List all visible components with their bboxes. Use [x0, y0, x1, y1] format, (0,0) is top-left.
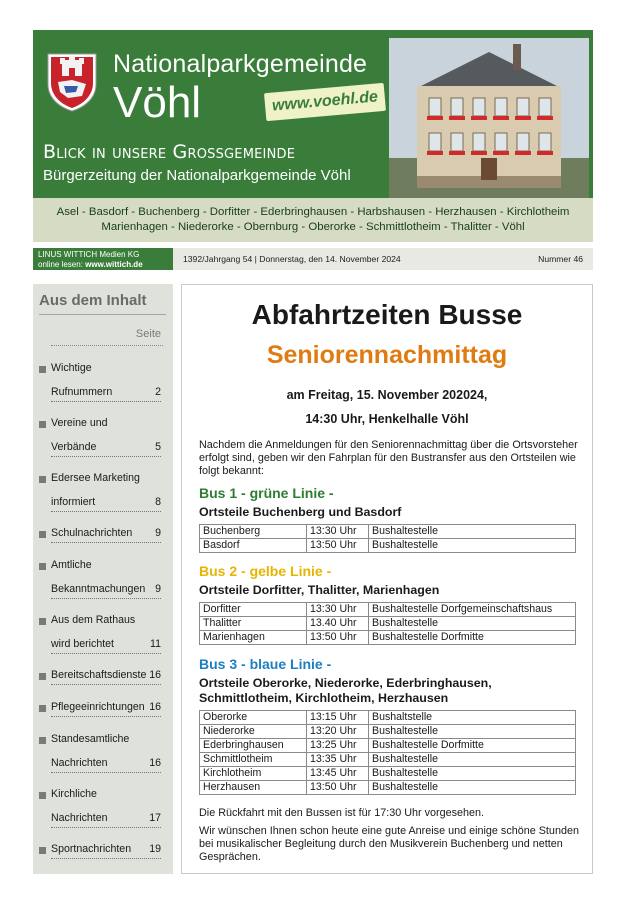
- stop-time: 13:15 Uhr: [307, 711, 369, 725]
- bullet-square-icon: [39, 847, 46, 854]
- bus-3-route: Ortsteile Oberorke, Niederorke, Ederbringhausen, Schmittlotheim, Kirchlotheim, Herzhausen: [199, 676, 492, 705]
- stop-name: Kirchlotheim: [200, 767, 307, 781]
- table-row: [200, 725, 576, 739]
- masthead: [33, 30, 593, 210]
- bus-2-schedule-table: [199, 602, 576, 645]
- toc-page-label: Seite: [135, 328, 161, 340]
- online-url-link[interactable]: www.wittich.de: [85, 260, 143, 269]
- return-note: Die Rückfahrt mit den Bussen ist für 17:30 Uhr vorgesehen.: [199, 807, 485, 819]
- toc-item-line2: informiert: [51, 496, 161, 512]
- toc-item-line1: Edersee Marketing: [51, 472, 140, 484]
- town-hall-photo: [389, 38, 589, 206]
- toc-item-page: 16: [149, 757, 161, 769]
- table-row: [200, 631, 576, 645]
- brand-title: Nationalparkgemeinde: [113, 50, 368, 78]
- stop-location: Bushaltestelle Dorfmitte: [369, 739, 576, 753]
- stop-time: 13:25 Uhr: [307, 739, 369, 753]
- toc-item-line2: Nachrichten: [51, 757, 161, 773]
- table-row: [200, 711, 576, 725]
- stop-time: 13:50 Uhr: [307, 781, 369, 795]
- issue-number: Nummer 46: [538, 254, 583, 264]
- stop-name: Thalitter: [200, 617, 307, 631]
- stop-time: 13:30 Uhr: [307, 525, 369, 539]
- stop-time: 13:45 Uhr: [307, 767, 369, 781]
- table-row: [200, 617, 576, 631]
- toc-item-line2: Verbände: [51, 441, 161, 457]
- stop-location: Bushaltestelle: [369, 753, 576, 767]
- stop-time: 13:50 Uhr: [307, 539, 369, 553]
- stop-time: 13:35 Uhr: [307, 753, 369, 767]
- bus-2-title: Bus 2 - gelbe Linie -: [199, 563, 332, 579]
- toc-item-page: 9: [155, 527, 161, 539]
- issue-strip: [173, 248, 593, 270]
- article-title: Abfahrtzeiten Busse: [251, 299, 523, 330]
- stop-name: Oberorke: [200, 711, 307, 725]
- stop-location: Bushaltstelle: [369, 711, 576, 725]
- village-list-line1: Asel - Basdorf - Buchenberg - Dorfitter - Ederbringhausen - Harbshausen - Herzhausen - Kirchlotheim: [56, 206, 570, 218]
- toc-item-line2: Schulnachrichten: [51, 527, 161, 543]
- village-list-line2: Marienhagen - Niederorke - Obernburg - Oberorke - Schmittlotheim - Thalitter - Vöhl: [101, 221, 525, 233]
- toc-item-line2: Sportnachrichten: [51, 843, 161, 859]
- table-row: [200, 753, 576, 767]
- stop-name: Niederorke: [200, 725, 307, 739]
- website-badge[interactable]: www.voehl.de: [264, 83, 386, 121]
- stop-location: Bushaltestelle: [369, 725, 576, 739]
- online-label: online lesen:: [38, 260, 83, 269]
- stop-location: Bushaltestelle: [369, 781, 576, 795]
- bus-1-route: Ortsteile Buchenberg und Basdorf: [199, 505, 402, 519]
- toc-page-divider: [51, 345, 163, 346]
- bullet-square-icon: [39, 421, 46, 428]
- toc-item-page: 9: [155, 583, 161, 595]
- table-row: [200, 781, 576, 795]
- bullet-square-icon: [39, 673, 46, 680]
- bullet-square-icon: [39, 563, 46, 570]
- event-time-place: 14:30 Uhr, Henkelhalle Vöhl: [305, 412, 469, 426]
- toc-item-page: 8: [155, 496, 161, 508]
- stop-time: 13.40 Uhr: [307, 617, 369, 631]
- article-intro: Nachdem die Anmeldungen für den Seniorennachmittag über die Ortsvorsteher erfolgt sind, geben wir den Fahrplan für den Bustransfer aus den Ortsteilen wie folgt bekannt:: [199, 439, 578, 477]
- bus-3-title: Bus 3 - blaue Linie -: [199, 656, 332, 672]
- publisher-box: [33, 248, 173, 270]
- toc-title: Aus dem Inhalt: [39, 292, 147, 309]
- toc-item-line2: Bekanntmachungen: [51, 583, 161, 599]
- stop-name: Marienhagen: [200, 631, 307, 645]
- toc-item-page: 5: [155, 441, 161, 453]
- toc-divider: [39, 314, 166, 315]
- toc-item-line1: Wichtige: [51, 362, 92, 374]
- toc-item-page: 16: [149, 669, 161, 681]
- bullet-square-icon: [39, 366, 46, 373]
- table-row: [200, 739, 576, 753]
- event-date: am Freitag, 15. November 202024,: [286, 388, 488, 402]
- stop-location: Bushaltestelle Dorfmitte: [369, 631, 576, 645]
- toc-item-line2: Bereitschaftsdienste: [51, 669, 161, 685]
- toc-item-line1: Aus dem Rathaus: [51, 614, 136, 626]
- stop-name: Basdorf: [200, 539, 307, 553]
- table-row: [200, 767, 576, 781]
- toc-item-line1: Vereine und: [51, 417, 108, 429]
- brand-town: Vöhl: [113, 78, 202, 127]
- stop-location: Bushaltestelle: [369, 539, 576, 553]
- masthead-subheading: Bürgerzeitung der Nationalparkgemeinde Vöhl: [43, 167, 351, 184]
- bullet-square-icon: [39, 531, 46, 538]
- toc-item-line1: Kirchliche: [51, 788, 97, 800]
- toc-item-page: 19: [149, 843, 161, 855]
- bus-3-schedule-table: [199, 710, 576, 795]
- toc-item-line1: Standesamtliche: [51, 733, 130, 745]
- stop-time: 13:20 Uhr: [307, 725, 369, 739]
- toc-item-page: 2: [155, 386, 161, 398]
- stop-location: Bushaltestelle: [369, 617, 576, 631]
- bullet-square-icon: [39, 476, 46, 483]
- toc-item-page: 17: [149, 812, 161, 824]
- toc-item-line2: Rufnummern: [51, 386, 161, 402]
- table-of-contents: [33, 284, 173, 874]
- table-row: [200, 603, 576, 617]
- stop-name: Herzhausen: [200, 781, 307, 795]
- bullet-square-icon: [39, 792, 46, 799]
- bullet-square-icon: [39, 618, 46, 625]
- stop-name: Schmittlotheim: [200, 753, 307, 767]
- toc-item-line2: Pflegeeinrichtungen: [51, 701, 161, 717]
- bullet-square-icon: [39, 737, 46, 744]
- bus-1-schedule-table: [199, 524, 576, 553]
- toc-item-page: 11: [150, 638, 161, 650]
- stop-location: Bushaltestelle: [369, 525, 576, 539]
- stop-location: Bushaltestelle: [369, 767, 576, 781]
- village-list: [33, 198, 593, 242]
- table-row: [200, 525, 576, 539]
- toc-item-line2: Nachrichten: [51, 812, 161, 828]
- bullet-square-icon: [39, 705, 46, 712]
- toc-item-page: 16: [149, 701, 161, 713]
- stop-time: 13:30 Uhr: [307, 603, 369, 617]
- stop-name: Ederbringhausen: [200, 739, 307, 753]
- bus-2-route: Ortsteile Dorfitter, Thalitter, Marienhagen: [199, 583, 440, 597]
- article-subtitle: Seniorennachmittag: [266, 341, 508, 369]
- bus-1-title: Bus 1 - grüne Linie -: [199, 485, 334, 501]
- stop-location: Bushaltestelle Dorfgemeinschaftshaus: [369, 603, 576, 617]
- stop-name: Dorfitter: [200, 603, 307, 617]
- toc-item-line1: Amtliche: [51, 559, 92, 571]
- article-panel: [181, 284, 593, 874]
- table-row: [200, 539, 576, 553]
- issue-info: 1392/Jahrgang 54 | Donnerstag, den 14. November 2024: [183, 254, 401, 264]
- publisher-name: LINUS WITTICH Medien KG: [38, 250, 140, 259]
- closing-text: Wir wünschen Ihnen schon heute eine gute Anreise und einige schöne Stunden bei musikalischer Begleitung durch den Musikverein Buchenberg und netten Gesprächen.: [199, 825, 579, 863]
- stop-name: Buchenberg: [200, 525, 307, 539]
- toc-item-line2: wird berichtet: [51, 638, 161, 654]
- masthead-heading: Blick in unsere Grossgemeinde: [43, 141, 296, 163]
- coat-of-arms-icon: [46, 50, 98, 112]
- stop-time: 13:50 Uhr: [307, 631, 369, 645]
